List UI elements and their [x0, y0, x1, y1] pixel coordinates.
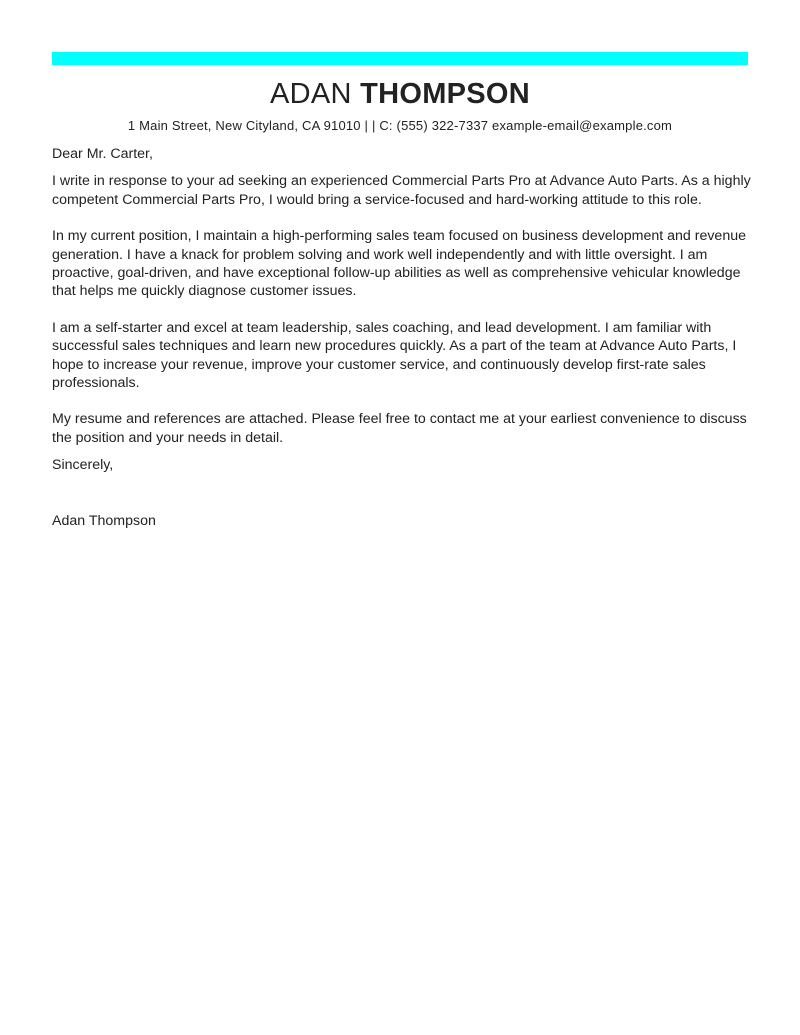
letter-body — [52, 145, 752, 530]
first-name: ADAN — [269, 78, 352, 110]
paragraph-intro: I write in response to your ad seeking an experienced Commercial Parts Pro at Advance Auto Parts. As a highly competent Commercial Parts Pro, I would bring a service-focused and hard-working attitude to this role. — [52, 173, 751, 208]
contact-info: 1 Main Street, New Cityland, CA 91010 | | C: (555) 322-7337 example-email@example.com — [127, 118, 673, 133]
paragraph-current-position: In my current position, I maintain a high-performing sales team focused on business development and revenue generation. I have a knack for problem solving and work well independently and with little oversight. I am proactive, goal-driven, and have exceptional follow-up abilities as well as comprehensive vehicular knowledge that helps me quickly diagnose customer issues. — [52, 228, 746, 300]
signature: Adan Thompson — [52, 512, 156, 529]
paragraph-closing: My resume and references are attached. Please feel free to contact me at your earliest convenience to discuss the position and your needs in detail. — [52, 411, 747, 446]
accent-bar — [52, 52, 748, 65]
salutation: Dear Mr. Carter, — [52, 146, 153, 162]
paragraph-skills: I am a self-starter and excel at team leadership, sales coaching, and lead development. I am familiar with successful sales techniques and learn new procedures quickly. As a part of the team at Advance Auto Parts, I hope to increase your revenue, improve your customer service, and continuously develop first-rate sales professionals. — [52, 319, 737, 392]
last-name: THOMPSON — [360, 78, 531, 110]
closing: Sincerely, — [52, 457, 114, 474]
applicant-name — [0, 75, 800, 113]
